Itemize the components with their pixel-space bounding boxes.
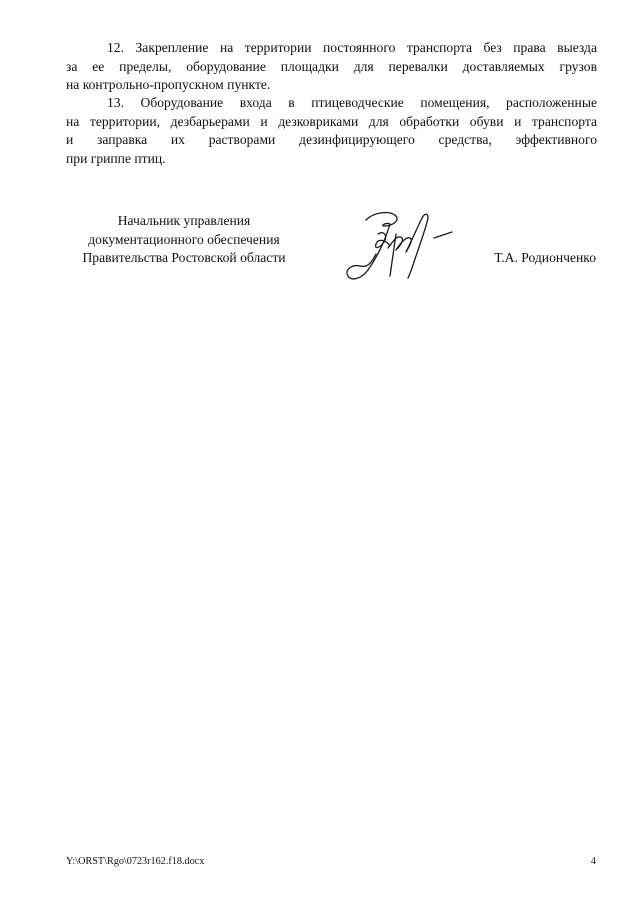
footer-file-path: Y:\ORST\Rgo\0723r162.f18.docx [66,856,205,867]
paragraph-line: на контрольно-пропускном пункте. [66,77,271,92]
position-line: документационного обеспечения [88,231,280,247]
paragraph-line: и заправка их растворами дезинфицирующего средства, эффективного [66,132,597,147]
signatory-position [66,212,302,268]
signer-name: Т.А. Родионченко [494,250,596,265]
paragraph-line: при гриппе птиц. [66,150,166,166]
page-number: 4 [590,856,596,867]
paragraph-12 [66,39,597,95]
paragraph-line: за ее пределы, оборудование площадки для перевалки доставляемых грузов [66,58,597,74]
paragraph-13 [66,94,597,168]
handwritten-signature [338,204,456,290]
position-line: Правительства Ростовской области [82,250,286,265]
paragraph-line: 12. Закрепление на территории постоянного транспорта без права выезда [107,40,597,55]
position-line: Начальник управления [117,213,251,228]
paragraph-line: на территории, дезбарьерами и дезковриками для обработки обуви и транспорта [66,113,597,129]
paragraph-line: 13. Оборудование входа в птицеводческие помещения, расположенные [107,95,597,110]
